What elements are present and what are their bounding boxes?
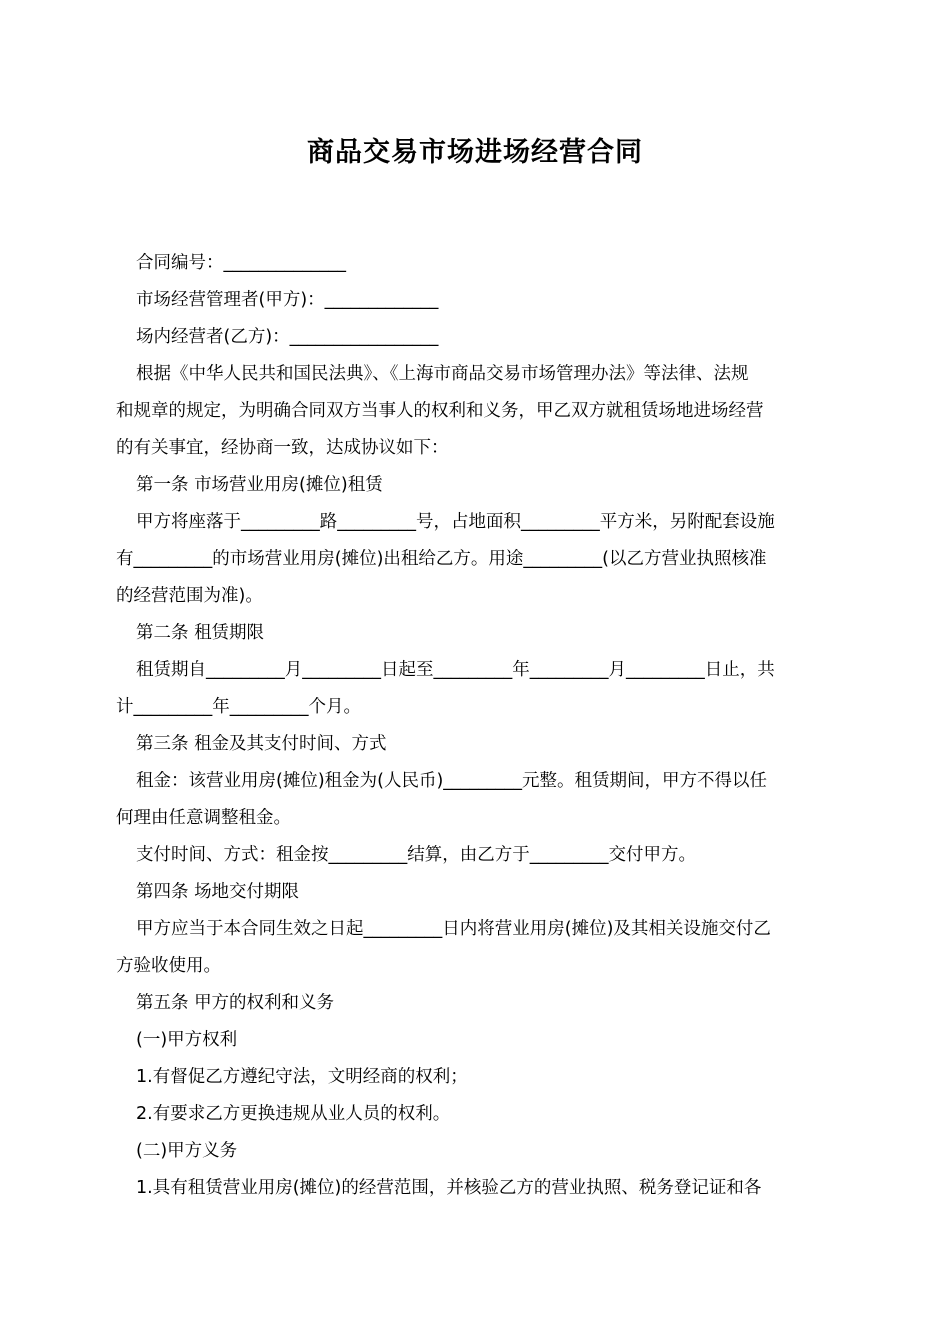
article-text-line: 支付时间、方式：租金按_________结算，由乙方于_________交付甲方。 [136, 845, 696, 865]
list-item: 1.有督促乙方遵纪守法，文明经商的权利； [136, 1067, 468, 1087]
list-item: 2.有要求乙方更换违规从业人员的权利。 [136, 1104, 451, 1124]
contract-body [116, 245, 836, 1207]
article-text-line: 租赁期自_________月_________日起至_________年_________月_________日止，共 [136, 660, 775, 680]
preamble-line: 的有关事宜，经协商一致，达成协议如下： [116, 438, 449, 458]
article-text-line: 甲方将座落于_________路_________号，占地面积_________平方米，另附配套设施 [136, 512, 775, 532]
document-title: 商品交易市场进场经营合同 [307, 137, 643, 168]
party-a-field: 市场经营管理者(甲方)：_____________ [136, 290, 439, 310]
article-text-line: 租金：该营业用房(摊位)租金为(人民币)_________元整。租赁期间，甲方不得以任 [136, 771, 768, 791]
article-heading: 第三条 租金及其支付时间、方式 [136, 734, 387, 754]
article-text-line: 方验收使用。 [116, 956, 221, 976]
article-heading: 第二条 租赁期限 [136, 623, 265, 643]
article-text-line: 甲方应当于本合同生效之日起_________日内将营业用房(摊位)及其相关设施交付乙 [136, 919, 771, 939]
list-item: 1.具有租赁营业用房(摊位)的经营范围，并核验乙方的营业执照、税务登记证和各 [136, 1178, 762, 1198]
contract-number-field: 合同编号：______________ [136, 253, 346, 273]
article-heading: 第一条 市场营业用房(摊位)租赁 [136, 475, 383, 495]
article-heading: 第五条 甲方的权利和义务 [136, 993, 335, 1013]
preamble-line: 和规章的规定，为明确合同双方当事人的权利和义务，甲乙双方就租赁场地进场经营 [116, 401, 764, 421]
article-heading: 第四条 场地交付期限 [136, 882, 300, 902]
party-b-field: 场内经营者(乙方)：_________________ [136, 327, 439, 347]
article-text-line: 有_________的市场营业用房(摊位)出租给乙方。用途_________(以乙方营业执照核准 [116, 549, 767, 569]
subsection-heading: (二)甲方义务 [136, 1141, 238, 1161]
article-text-line: 的经营范围为准)。 [116, 586, 263, 606]
article-text-line: 何理由任意调整租金。 [116, 808, 291, 828]
article-text-line: 计_________年_________个月。 [116, 697, 361, 717]
subsection-heading: (一)甲方权利 [136, 1030, 238, 1050]
preamble-line: 根据《中华人民共和国民法典》、《上海市商品交易市场管理办法》等法律、法规 [136, 364, 749, 384]
